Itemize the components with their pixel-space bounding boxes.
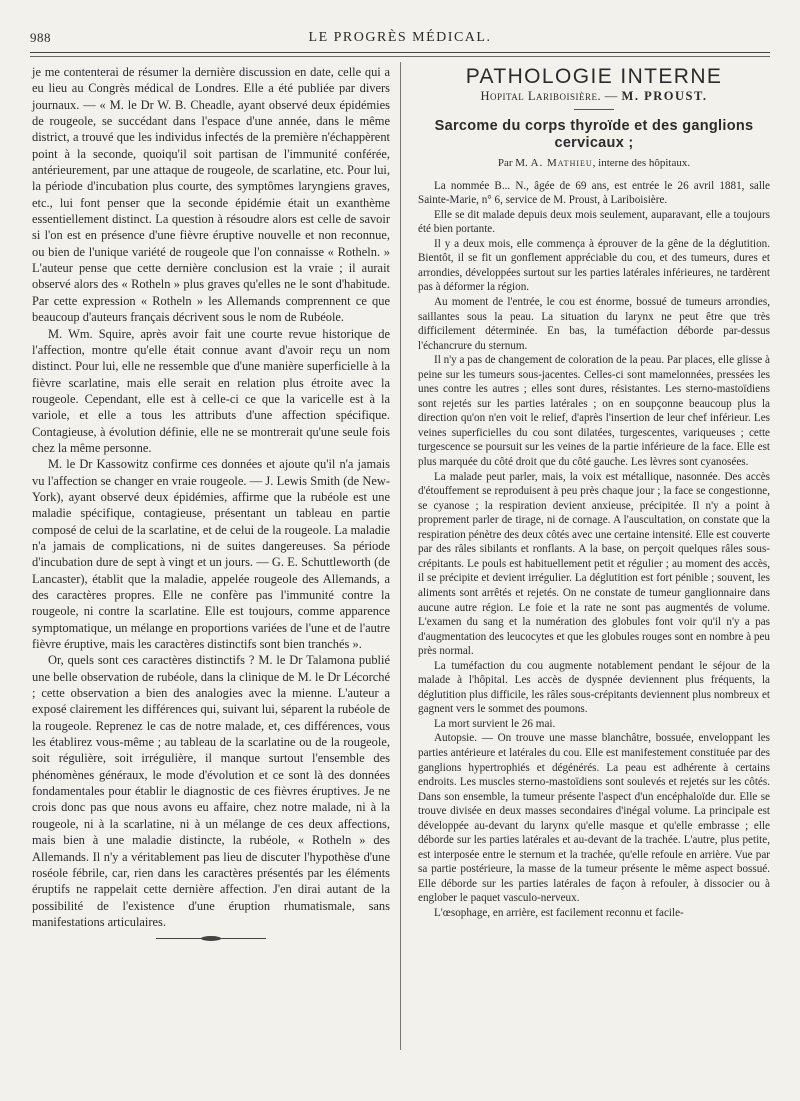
paragraph: La nommée B... N., âgée de 69 ans, est entrée le 26 avril 1881, salle Sainte-Marie, n° 6, service de M. Proust, à Lariboisière. [418,179,770,207]
paragraph: L'œsophage, en arrière, est facilement reconnu et facile- [434,906,684,919]
paragraph: je me contenterai de résumer la dernière discussion en date, celle qui a eu lieu au Congrès médical de Londres. Elle a été publiée par divers journaux. — « M. le Dr W. B. Cheadle, ayant observé deux épidémies de rougeole, se succédant dans l'espace d'une année, dans le même district, a trouvé que les individus infectés de la première n'échappèrent point à la seconde, quoiqu'il soit partisan de l'immunité conférée, antérieurement, par une attaque de rougeole, de scarlatine, etc. Pour lui, la période d'incubation plus courte, des symptômes laryngiens graves, etc., lui font penser que la seconde épidémie était un exanthème essentiellement distinct. La question à résoudre alors est celle de savoir si l'on est en présence d'une fièvre éruptive nouvelle et non reconnue, ou bien de l'unique variété de rougeole que l'on connaisse « Rotheln. » L'auteur pense que cette dernière conclusion est la vraie ; il aurait observé alors des « Rotheln » plus graves qu'elles ne le sont d'habitude. Par cette expression « Rotheln » les Allemands comprennent ce que beaucoup d'auteurs français décrivent sous le nom de Rubéole. [32,65,390,325]
hospital-name: Hopital Lariboisière. — [480,88,618,103]
running-head [30,30,770,50]
paragraph: La malade peut parler, mais, la voix est métallique, nasonnée. Des accès d'étouffement se reproduisent à peu près chaque jour ; la face se congestionne, se cyanose ; la respiration devient anxieuse, précipitée. Il n'y a point à proprement parler de tirage, ni de cornage. A l'auscultation, on constate que la respiration pénètre des deux côtés avec une certaine intensité. Elle est couverte par des râles sibilants et ronflants. A la base, on perçoit quelques râles sous-crépitants. Le pouls est habituellement petit et régulier ; au moment des accès, il se précipite et devient irrégulier. La déglutition est fort pénible ; souvent, les aliments sont arrêtés et rejetés. On ne constate de tumeur ganglionnaire dans aucune autre région. Le foie et la rate ne sont pas augmentés de volume. L'examen du sang et la numération des globules font voir qu'il n'y a pas d'augmentation des leucocytes et que les globules rouges sont en nombre à peu près normal. [418,470,770,658]
paragraph: Autopsie. — On trouve une masse blanchâtre, bossuée, enveloppant les parties antérieure et latérales du cou. Elle est manifestement constituée par des ganglions hypertrophiés et dégénérés. La peau est adhérente à certains endroits. Les muscles sterno-mastoïdiens sont soulevés et rejetés sur les côtés. Dans son ensemble, la tumeur présente l'aspect d'un encéphaloïde dur. Elle se trouve divisée en deux masses secondaires d'inégal volume. La principale est développée au-devant du larynx qu'elle masque et qu'elle embrasse ; elle déborde sur les parties latérales et au-devant de la trachée. L'autre, plus petite, est interposée entre le sternum et la trachée, qu'elle refoule en arrière. Vue par sa partie postérieure, la masse de la tumeur présente le même aspect bossué. Elle déborde sur les parties latérales de façon à refouler, à dissocier ou à englober le paquet vasculo-nerveux. [418,732,770,905]
byline-suffix: , interne des hôpitaux. [592,157,691,170]
right-column [418,64,770,921]
journal-title: LE PROGRÈS MÉDICAL. [308,30,492,45]
short-rule [574,109,614,110]
paragraph: La mort survient le 26 mai. [434,717,556,730]
article-title: Sarcome du corps thyroïde et des ganglions cervicaux ; [434,118,754,152]
paragraph: Au moment de l'entrée, le cou est énorme, bossué de tumeurs arrondies, saillantes sous la peau. La situation du larynx ne peut être que très difficilement déterminée. En bas, la tuméfaction déborde par-dessus l'échancrure du sternum. [418,296,770,352]
doctor-name: M. PROUST. [621,88,708,103]
paragraph: Elle se dit malade depuis deux mois seulement, auparavant, elle a toujours été bien portante. [418,208,770,236]
paragraph: Il n'y a pas de changement de coloration de la peau. Par places, elle glisse à peine sur les tumeurs sous-jacentes. Celles-ci sont mamelonnées, pressées les unes contre les autres ; elles sont dures, résistantes. Les sterno-mastoïdiens sont rejetés sur les parties latérales ; on en soupçonne beaucoup plus la direction qu'on n'en voit le relief, d'après l'insertion de leur chef inférieur. Les veines superficielles du cou sont dilatées, turgescentes, variqueuses ; cette turgescence se poursuit sur les veines de la partie inférieure de la face. Elle est plus marquée du côté droit que du côté gauche. Les lèvres sont cyanosées. [418,354,770,469]
paragraph: La tuméfaction du cou augmente notablement pendant le séjour de la malade à l'hôpital. Les accès de dyspnée deviennent plus fréquents, la déglutition plus difficile, les râles sous-crépitants deviennent plus nombreux et gagnent vers le sommet des poumons. [418,659,770,716]
end-ornament [156,936,266,942]
byline-author: A. Mathieu [530,157,593,170]
paragraph: Or, quels sont ces caractères distinctifs ? M. le Dr Talamona publié une belle observation de rubéole, dans la clinique de M. le Dr Lécorché ; cette observation a bien des analogies avec la mienne. L'auteur a exposé clairement les différences qui, suivant lui, séparent la rubéole de la rougeole. Reprenez le cas de notre malade, et, ces différences, vous les établirez vous-même ; au tableau de la scarlatine ou de la rougeole, soit régulière, soit irrégulière, il manque surtout l'ensemble des phénomènes généraux, le mode d'évolution et ce sont là des données fondamentales pour établir le diagnostic de ces fièvres éruptives. Je ne crois donc pas que nous avons eu affaire, chez notre malade, ni à la rougeole, ni à la scarlatine, ni à un mélange de ces deux affections, mais bien à une maladie distincte, la rubéole, « Rotheln » des Allemands. Il n'y a véritablement pas lieu de discuter l'hypothèse d'une roséole fébrile, car, rien dans les caractères présentés par les éléments éruptifs ne rappelait cette dernière affection. J'en dirai autant de la possibilité de l'existence d'une éruption rhumatismale, sans manifestations articulaires. [32,653,390,929]
page-number: 988 [30,30,51,45]
hospital-line [418,89,770,104]
header-rule [30,52,770,53]
paragraph: Il y a deux mois, elle commença à éprouver de la gêne de la déglutition. Bientôt, il se fit un gonflement appréciable du cou, et des tumeurs, dures et arrondies, développées surtout sur les parties latérales inférieures, ne tardèrent pas à déformer la région. [418,237,770,294]
section-title: PATHOLOGIE INTERNE [465,65,723,88]
paragraph: M. Wm. Squire, après avoir fait une courte revue historique de l'affection, montre qu'elle était connue avant d'avoir reçu un nom distinct. Pour lui, elle ne ressemble que d'une manière superficielle à la fièvre scarlatine, mais elle serait en relation plus étroite avec la rougeole. Cependant, elle est à celle-ci ce que la varicelle est à la variole, et elle a tous les attributs d'une affection spécifique. Contagieuse, à évolution définie, elle ne se montrerait qu'une seule fois chez la même personne. [32,326,390,455]
column-divider [400,62,401,1050]
byline [418,156,770,171]
left-column [32,64,390,942]
header-rule-thin [30,56,770,57]
byline-prefix: Par M. [497,157,528,170]
paragraph: M. le Dr Kassowitz confirme ces données et ajoute qu'il n'a jamais vu l'affection se changer en vraie rougeole. — J. Lewis Smith (de New-York), ayant observé deux épidémies, affirme que la rubéole est une maladie spécifique, contagieuse, présentant un tableau en partie composé de celui de la scarlatine, et de celui de la rougeole. La maladie n'a jamais de complications, ni de suites dangereuses. Sa période d'incubation dure de sept à vingt et un jours. — G. E. Schuttleworth (de Lancaster), établit que la maladie, appelée rougeole des Allemands, a des caractères propres. Elle ne confère pas l'immunité contre la rougeole, ni contre la scarlatine. Elle est toujours, comme apparence symptomatique, un mélange en proportions variées de l'une et de l'autre fièvre éruptive, mais les caractères distinctifs sont bien tranchés ». [32,457,390,652]
